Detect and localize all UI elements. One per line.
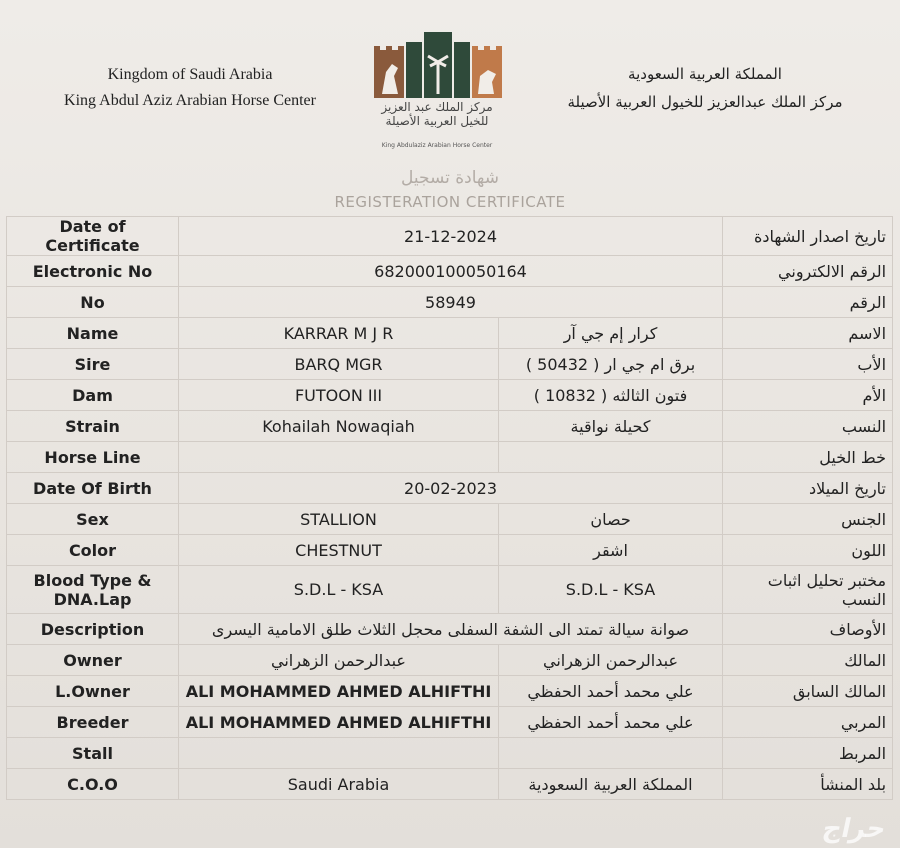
label-ar: تاريخ الميلاد [723, 473, 893, 504]
label-ar: المالك [723, 645, 893, 676]
label-ar: الأوصاف [723, 614, 893, 645]
row-strain [7, 411, 893, 442]
label-en: Date Of Birth [7, 473, 179, 504]
label-ar: اللون [723, 535, 893, 566]
value-en [179, 442, 499, 473]
center-logo [368, 28, 508, 158]
value-en: KARRAR M J R [179, 318, 499, 349]
value-ar: كرار إم جي آر [499, 318, 723, 349]
haraj-watermark: حراج [820, 814, 890, 844]
label-en: Electronic No [7, 256, 179, 287]
label-en: Stall [7, 738, 179, 769]
value-ar: علي محمد أحمد الحفظي [499, 676, 723, 707]
logo-arabic-text: مركز الملك عبد العزيز للخيل العربية الأصيلة [381, 100, 493, 128]
value-ar: حصان [499, 504, 723, 535]
label-ar: الرقم الالكتروني [723, 256, 893, 287]
value-en: Kohailah Nowaqiah [179, 411, 499, 442]
row-horse-line [7, 442, 893, 473]
value: صوانة سيالة تمتد الى الشفة السفلى محجل الثلاث طلق الامامية اليسرى [179, 614, 723, 645]
value-ar: S.D.L - KSA [499, 566, 723, 614]
value-en: BARQ MGR [179, 349, 499, 380]
logo-english-text: King Abdulaziz Arabian Horse Center [381, 142, 493, 149]
value-ar: فتون الثالثه ( 10832 ) [499, 380, 723, 411]
label-en: Date of Certificate [7, 217, 179, 256]
label-ar: الجنس [723, 504, 893, 535]
row-blood-type [7, 566, 893, 614]
label-en: L.Owner [7, 676, 179, 707]
row-dam [7, 380, 893, 411]
row-sex [7, 504, 893, 535]
value: 682000100050164 [179, 256, 723, 287]
value-en: ALI MOHAMMED AHMED ALHIFTHI [179, 707, 499, 738]
value-en: STALLION [179, 504, 499, 535]
label-ar: الأم [723, 380, 893, 411]
value-en: FUTOON III [179, 380, 499, 411]
value-en: عبدالرحمن الزهراني [179, 645, 499, 676]
label-ar: المربط [723, 738, 893, 769]
value-en [179, 738, 499, 769]
label-ar: المربي [723, 707, 893, 738]
label-en: No [7, 287, 179, 318]
label-en: Horse Line [7, 442, 179, 473]
value-en: ALI MOHAMMED AHMED ALHIFTHI [179, 676, 499, 707]
value: 20-02-2023 [179, 473, 723, 504]
row-electronic-no [7, 256, 893, 287]
value-ar: برق ام جي ار ( 50432 ) [499, 349, 723, 380]
row-owner [7, 645, 893, 676]
label-ar: بلد المنشأ [723, 769, 893, 800]
value-ar: علي محمد أحمد الحفظي [499, 707, 723, 738]
label-en: Breeder [7, 707, 179, 738]
label-en: Color [7, 535, 179, 566]
label-en: Name [7, 318, 179, 349]
value-ar [499, 442, 723, 473]
value: 58949 [179, 287, 723, 318]
value-en: Saudi Arabia [179, 769, 499, 800]
label-ar: تاريخ اصدار الشهادة [723, 217, 893, 256]
kingdom-en: Kingdom of Saudi Arabia [107, 66, 273, 83]
label-en: Dam [7, 380, 179, 411]
label-en: Owner [7, 645, 179, 676]
value-en: CHESTNUT [179, 535, 499, 566]
center-name-en: King Abdul Aziz Arabian Horse Center [64, 92, 316, 109]
row-breeder [7, 707, 893, 738]
label-ar: خط الخيل [723, 442, 893, 473]
value-ar: المملكة العربية السعودية [499, 769, 723, 800]
header-arabic [540, 60, 870, 116]
row-no [7, 287, 893, 318]
label-en: Blood Type & DNA.Lap [7, 566, 179, 614]
row-date-of-birth [7, 473, 893, 504]
center-name-ar: مركز الملك عبدالعزيز للخيول العربية الأصيلة [567, 93, 843, 111]
value-ar: اشقر [499, 535, 723, 566]
row-name [7, 318, 893, 349]
label-en: C.O.O [7, 769, 179, 800]
label-ar: الاسم [723, 318, 893, 349]
value: 21-12-2024 [179, 217, 723, 256]
label-en: Description [7, 614, 179, 645]
header-english [40, 62, 340, 114]
row-date-of-certificate [7, 217, 893, 256]
value-ar [499, 738, 723, 769]
row-color [7, 535, 893, 566]
kingdom-ar: المملكة العربية السعودية [628, 65, 782, 83]
label-en: Strain [7, 411, 179, 442]
row-stall [7, 738, 893, 769]
certificate-table [6, 216, 893, 800]
certificate-title-ar: شهادة تسجيل [400, 168, 499, 188]
label-en: Sire [7, 349, 179, 380]
row-description [7, 614, 893, 645]
value-ar: كحيلة نواقية [499, 411, 723, 442]
row-country-of-origin [7, 769, 893, 800]
value-ar: عبدالرحمن الزهراني [499, 645, 723, 676]
label-ar: مختبر تحليل اثبات النسب [723, 566, 893, 614]
label-ar: المالك السابق [723, 676, 893, 707]
value-en: S.D.L - KSA [179, 566, 499, 614]
label-ar: الأب [723, 349, 893, 380]
label-en: Sex [7, 504, 179, 535]
row-last-owner [7, 676, 893, 707]
label-ar: الرقم [723, 287, 893, 318]
row-sire [7, 349, 893, 380]
label-ar: النسب [723, 411, 893, 442]
certificate-title-en: REGISTERATION CERTIFICATE [334, 193, 566, 211]
